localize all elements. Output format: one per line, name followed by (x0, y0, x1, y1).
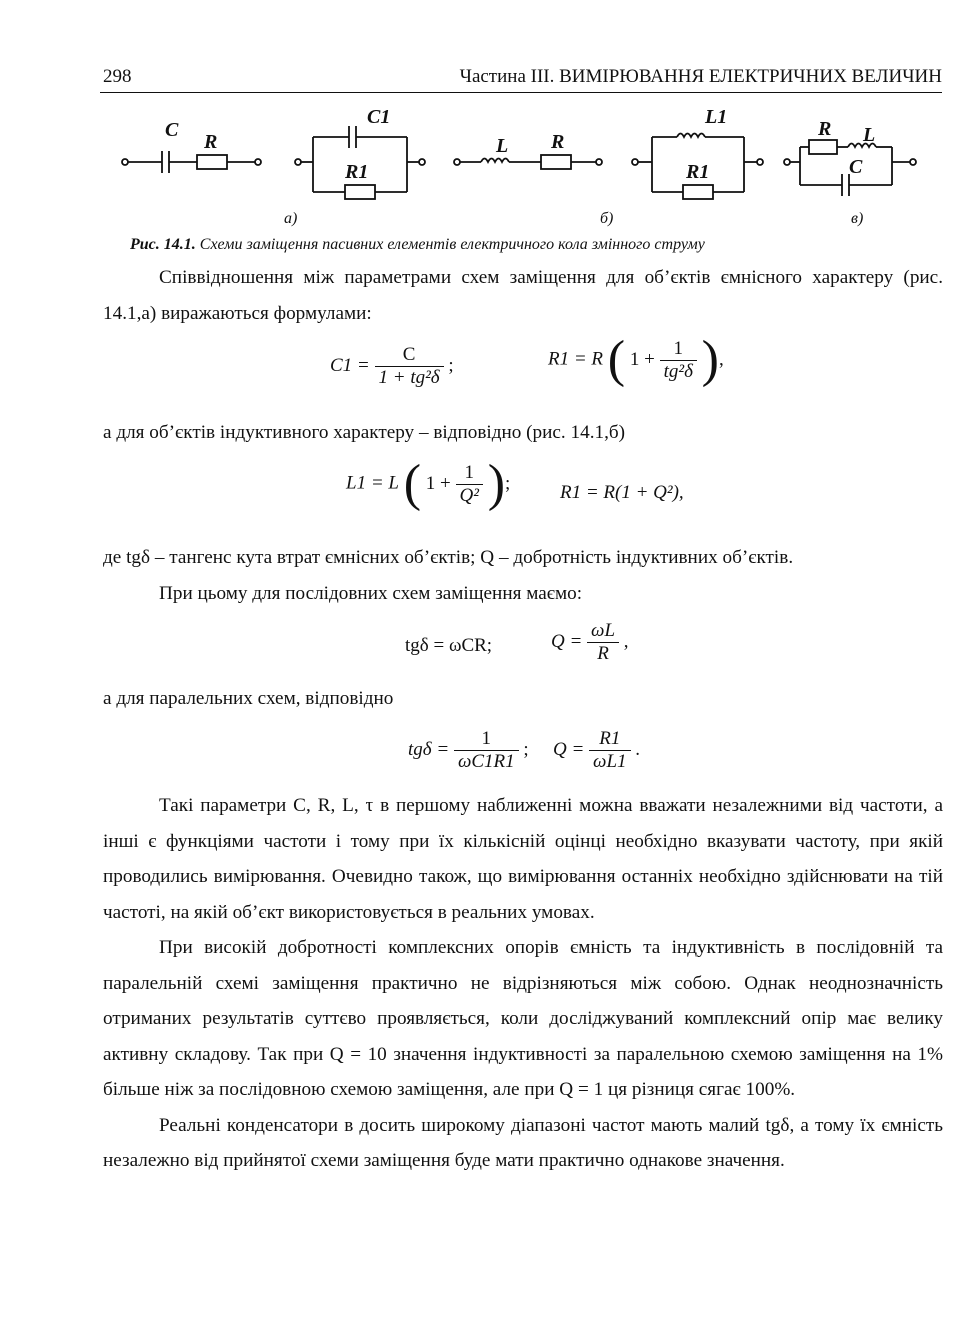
circuit-figure (115, 105, 935, 230)
separator: ; (505, 473, 511, 494)
denominator: ωC1R1 (454, 750, 519, 773)
paragraph-parallel (103, 681, 943, 717)
paragraph-text: Співвідношення між параметрами схем заміщення для об’єктів ємнісного характеру (рис. 14.1,а) виражаються формулами: (103, 267, 943, 324)
paragraph-body (103, 788, 943, 1179)
label-l1: L1 (705, 106, 728, 128)
label-lv: L (863, 124, 876, 146)
formula-l1: L1 = L ( 1 + $\frac{1}{\text{Q²}}$ ); (346, 455, 511, 512)
subfig-label-b: б) (600, 210, 614, 227)
label-r2: R (551, 131, 565, 153)
denominator: R (587, 642, 619, 665)
formula-lhs: Q = (553, 738, 585, 760)
paragraph-text: Такі параметри C, R, L, τ в першому наближенні можна вважати незалежними від частоти, а інші є функціями частоти і тому при їх кількісній оцінці необхідно вказувати частоту, при якій проводились вимірювання. Очевидно також, що вимірювання останніх необхідно здійснювати на тій частоті, на якій об’єкт використовується в реальних умовах. (103, 795, 943, 923)
paragraph-intro (103, 260, 943, 331)
figure-caption (130, 236, 705, 254)
paragraph-text: Реальні конденсатори в досить широкому діапазоні частот мають малий tgδ, а тому їх ємність незалежно від прийнятої схеми заміщення буде мати практично однакове значення. (103, 1114, 943, 1171)
label-cv: C (849, 156, 863, 178)
numerator: C (402, 344, 416, 365)
label-l: L (496, 135, 509, 157)
running-title: Частина III. ВИМІРЮВАННЯ ЕЛЕКТРИЧНИХ ВЕЛИЧИН (459, 66, 942, 87)
numerator: 1 (673, 337, 683, 359)
label-rv: R (818, 118, 832, 140)
formula-lhs: Q = (551, 630, 583, 652)
formula-q-parallel (553, 728, 640, 773)
caption-text: Схеми заміщення пасивних елементів електричного кола змінного струму (199, 236, 705, 253)
formula-lhs: tgδ = (408, 738, 450, 760)
separator: , (623, 630, 629, 652)
fraction (589, 728, 630, 773)
paragraph-inductive (103, 415, 943, 451)
paragraph-text: При цьому для послідовних схем заміщення маємо: (159, 582, 583, 604)
formula-c1 (330, 344, 454, 389)
formula-tg-parallel (408, 728, 529, 773)
fraction (454, 728, 519, 773)
formula-r1-q: R1 = R(1 + Q²), (560, 482, 684, 503)
formula-lhs: C1 = (330, 354, 370, 376)
denominator: ωL1 (589, 750, 630, 773)
subfig-label-a: а) (284, 210, 298, 227)
label-r1a: R1 (345, 161, 369, 183)
page-number: 298 (103, 66, 132, 87)
subfig-label-v: в) (851, 210, 864, 227)
formula-q-series (551, 620, 629, 665)
formula-term: 1 + (425, 473, 451, 494)
numerator: 1 (481, 728, 492, 749)
formula-lhs: R1 = R (548, 348, 604, 370)
fraction (660, 338, 697, 383)
label-r: R (204, 131, 218, 153)
paragraph-text: При високій добротності комплексних опорів ємність та індуктивність в послідовній та паралельній схемі заміщення практично не відрізняються між собою. Однак неоднозначність отриманих результатів суттєво проявляється, коли досліджуваний комплексний опір має велику активну складову. Так при Q = 10 значення індуктивності за паралельною схемою заміщення на 1% більше ніж за послідовною схемою заміщення, але при Q = 1 ця різниця сягає 100%. (103, 937, 943, 1100)
separator: ; (448, 354, 454, 376)
denominator: tg²δ (660, 360, 697, 383)
paragraph-definitions (103, 540, 943, 611)
numerator: 1 (464, 461, 474, 483)
formula-r1: R1 = R ( 1 + $\frac{1}{\text{tg²δ}}$ ), (548, 331, 724, 388)
numerator: R1 (599, 728, 621, 749)
fraction (456, 462, 483, 507)
denominator: 1 + tg²δ (375, 366, 444, 389)
formula-lhs: L1 = L (346, 472, 399, 494)
paragraph-text: де tgδ – тангенс кута втрат ємнісних об’єктів; Q – добротність індуктивних об’єктів. (103, 547, 794, 568)
fraction (375, 344, 444, 389)
numerator: ωL (591, 620, 616, 641)
label-c1: C1 (367, 106, 391, 128)
separator: , (718, 349, 724, 370)
label-c: C (165, 119, 179, 141)
formula-term: 1 + (629, 349, 655, 370)
denominator: Q² (456, 484, 483, 507)
paragraph-text: а для об’єктів індуктивного характеру – відповідно (рис. 14.1,б) (103, 422, 626, 443)
separator: ; (523, 738, 529, 760)
paragraph-text: а для паралельних схем, відповідно (103, 688, 394, 709)
separator: . (635, 738, 641, 760)
header-rule (100, 92, 942, 93)
caption-number: Рис. 14.1. (130, 236, 196, 253)
label-r1b: R1 (686, 161, 710, 183)
fraction (587, 620, 619, 665)
formula-tg-series: tgδ = ωCR; (405, 635, 493, 656)
